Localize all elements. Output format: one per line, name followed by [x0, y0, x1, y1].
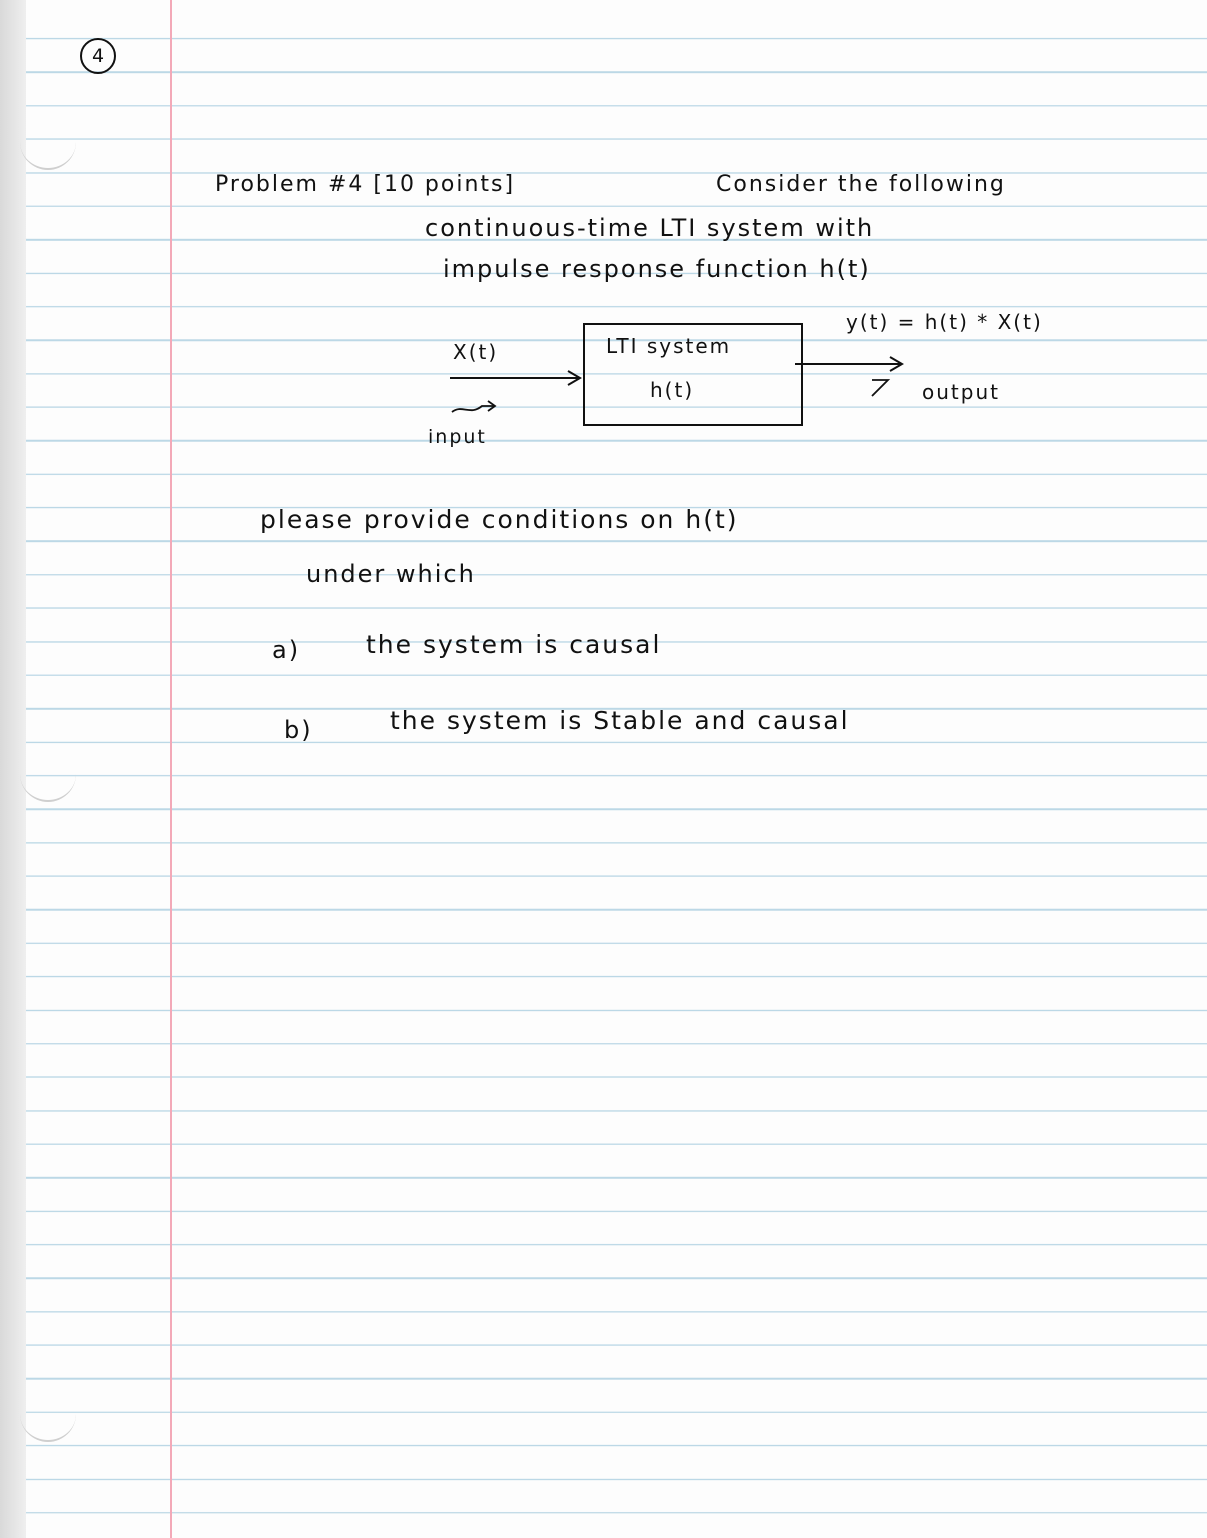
input-signal-label: X(t)	[453, 340, 499, 364]
output-label: output	[922, 380, 1000, 404]
question-line-2: under which	[306, 560, 476, 588]
lti-box-subtitle: h(t)	[650, 378, 695, 402]
problem-header: Problem #4 [10 points]	[215, 172, 516, 197]
item-b-marker: b)	[284, 716, 313, 744]
question-line-1: please provide conditions on h(t)	[260, 505, 739, 534]
problem-intro-line-1: Consider the following	[716, 172, 1006, 197]
output-equation: y(t) = h(t) * X(t)	[846, 310, 1043, 334]
input-label: input	[428, 426, 487, 448]
item-b-text: the system is Stable and causal	[390, 706, 850, 735]
page-number: 4	[80, 38, 116, 74]
item-a-text: the system is causal	[366, 630, 662, 659]
lti-box-title: LTI system	[606, 334, 732, 358]
problem-intro-line-3: impulse response function h(t)	[443, 255, 871, 283]
problem-intro-line-2: continuous-time LTI system with	[425, 214, 875, 242]
margin-line	[170, 0, 172, 1538]
item-a-marker: a)	[272, 636, 301, 664]
